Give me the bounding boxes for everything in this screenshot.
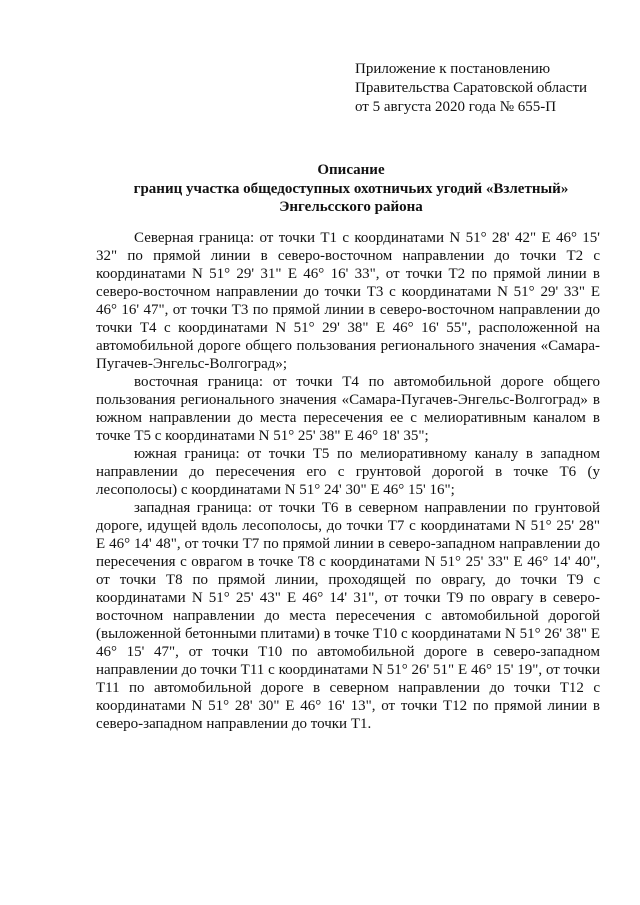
document-subtitle-line-1: границ участка общедоступных охотничьих угодий «Взлетный» bbox=[133, 180, 569, 197]
paragraph-west-boundary: западная граница: от точки Т6 в северном направлении по грунтовой дороге, идущей вдоль лесополосы, до точки Т7 с координатами N 51° 25' 28" E 46° 14' 48", от точки Т7 по прямой линии в северо-западном направлении до пересечения с оврагом в точке Т8 с координатами N 51° 25' 33" E 46° 14' 40", от точки Т8 по прямой линии, проходящей по оврагу, до точки Т9 с координатами N 51° 25' 43" E 46° 14' 31", от точки Т9 по оврагу в северо-восточном направлении до места пересечения с автомобильной дорогой (выложенной бетонными плитами) в точке Т10 с координатами N 51° 26' 38" E 46° 15' 47", от точки Т10 по автомобильной дороге в северо-западном направлении до точки Т11 с координатами N 51° 26' 51" E 46° 15' 19", от точки Т11 по автомобильной дороге в северном направлении до точки Т12 с координатами N 51° 28' 30" E 46° 16' 13", от точки Т12 по прямой линии в северо-западном направлении до точки Т1. bbox=[96, 500, 600, 732]
document-title: Описание bbox=[317, 162, 385, 178]
paragraph-south-boundary: южная граница: от точки Т5 по мелиоративному каналу в западном направлении до пересечения его с грунтовой дорогой в точке Т6 (у лесополосы) с координатами N 51° 24' 30" E 46° 15' 16"; bbox=[96, 446, 600, 498]
appendix-line-2: Правительства Саратовской области bbox=[355, 80, 588, 96]
document-body bbox=[96, 229, 600, 733]
appendix-line-1: Приложение к постановлению bbox=[355, 61, 551, 77]
appendix-line-3: от 5 августа 2020 года № 655-П bbox=[355, 99, 557, 115]
paragraph-east-boundary: восточная граница: от точки Т4 по автомобильной дороге общего пользования регионального значения «Самара-Пугачев-Энгельс-Волгоград» в южном направлении до места пересечения ее с мелиоративным каналом в точке Т5 с координатами N 51° 25' 38" E 46° 18' 35"; bbox=[96, 374, 600, 444]
appendix-reference bbox=[355, 60, 615, 117]
paragraph-north-boundary: Северная граница: от точки Т1 с координатами N 51° 28' 42" E 46° 15' 32" по прямой линии в северо-восточном направлении до точки Т2 с координатами N 51° 29' 31" E 46° 16' 33", от точки Т2 по прямой линии в северо-восточном направлении до точки Т3 с координатами N 51° 29' 33" E 46° 16' 47", от точки Т3 по прямой линии в северо-восточном направлении до точки Т4 с координатами N 51° 29' 38" E 46° 16' 55", расположенной на автомобильной дороге общего пользования регионального значения «Самара-Пугачев-Энгельс-Волгоград»; bbox=[96, 230, 600, 372]
document-heading bbox=[96, 161, 606, 217]
document-subtitle-line-2: Энгельсского района bbox=[279, 199, 423, 215]
